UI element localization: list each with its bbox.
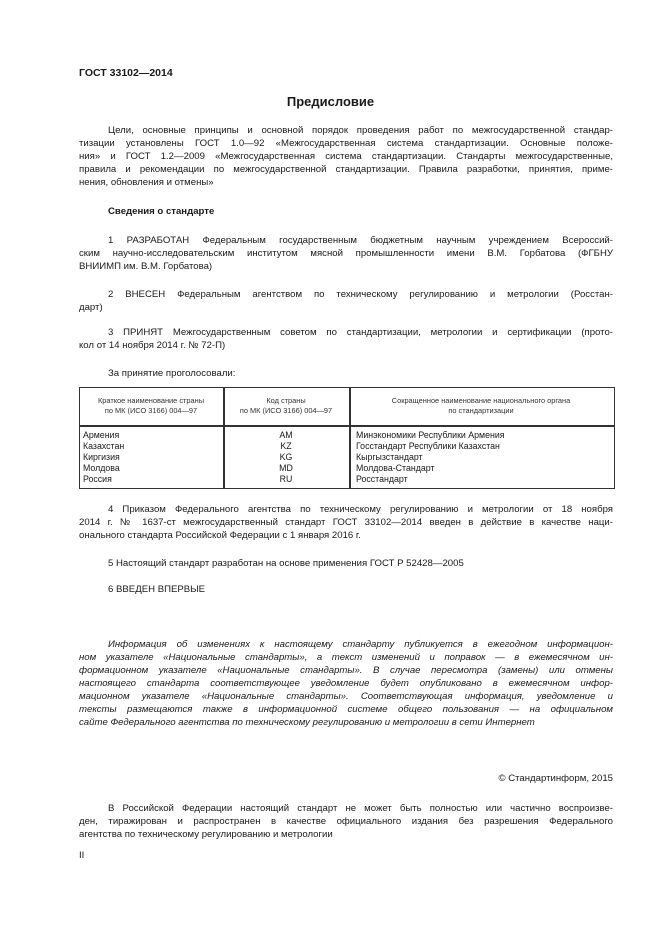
table-row: Киргизия	[83, 452, 120, 462]
page-number: II	[79, 850, 85, 861]
notice-line: тексты размещаются также в информационной системе общего пользования — на официальном	[79, 704, 613, 715]
table-row: RU	[279, 474, 293, 484]
table-row: Молдова-Стандарт	[356, 463, 435, 473]
intro-line: нения, обновления и отмены»	[79, 177, 214, 188]
page-title: Предисловие	[286, 94, 375, 109]
table-row: Армения	[83, 430, 120, 440]
country-column	[83, 430, 124, 485]
table-row: Молдова	[83, 463, 120, 473]
copyright: © Стандартинформ, 2015	[498, 773, 613, 784]
voted-label: За принятие проголосовали:	[108, 368, 236, 379]
table-row: Казахстан	[83, 441, 125, 451]
voting-table	[79, 387, 613, 487]
column-header-body: Сокращенное наименование национального органа по стандартизации	[391, 396, 571, 415]
item-line: кол от 14 ноября 2014 г. № 72-П)	[79, 340, 226, 351]
item-line: ВНИИМП им. В.М. Горбатова)	[79, 261, 213, 272]
table-row: MD	[279, 463, 293, 473]
item-line: 2014 г. № 1637-ст межгосударственный стандарт ГОСТ 33102—2014 введен в действие в качестве наци-	[79, 517, 613, 528]
intro-line: ния» и ГОСТ 1.2—2009 «Межгосударственная система стандартизации. Стандарты межгосударственные,	[79, 151, 613, 162]
item-line: ским научно-исследовательским институтом мясной промышленности имени В.М. Горбатова (ФГБНУ	[79, 248, 613, 259]
item-line: дарт)	[79, 302, 103, 313]
section-heading: Сведения о стандарте	[108, 206, 215, 217]
table-row: KZ	[280, 441, 292, 451]
reproduction-line: агентства по техническому регулированию и метрологии	[79, 829, 333, 840]
item-line: 1 РАЗРАБОТАН Федеральным государственным бюджетным научным учреждением Всероссий-	[108, 235, 613, 246]
notice-line: Информация об изменениях к настоящему стандарту публикуется в ежегодном информацион-	[108, 639, 613, 650]
item-line: 2 ВНЕСЕН Федеральным агентством по техническому регулированию и метрологии (Росстан-	[108, 289, 613, 300]
table-row: Кыргызстандарт	[356, 452, 423, 462]
notice-line: ном указателе «Национальные стандарты», а текст изменений и поправок — в ежемесячном ин-	[79, 652, 613, 663]
code-column	[223, 430, 349, 485]
table-row: AM	[279, 430, 293, 440]
table-row: Россия	[83, 474, 112, 484]
item-5: 5 Настоящий стандарт разработан на основе применения ГОСТ Р 52428—2005	[108, 558, 464, 569]
reproduction-line: В Российской Федерации настоящий стандарт не может быть полностью или частично воспроизве-	[108, 803, 613, 814]
notice-line: мационном указателе «Национальные стандарты». Соответствующая информация, уведомление и	[79, 691, 613, 702]
notice-line: формационном указателе «Национальные стандарты». В случае пересмотра (замены) или отмены	[79, 665, 613, 676]
item-line: онального стандарта Российской Федерации с 1 января 2016 г.	[79, 530, 361, 541]
intro-line: Цели, основные принципы и основной порядок проведения работ по межгосударственной стандар-	[108, 125, 613, 136]
column-header-code: Код страны по МК (ИСО 3166) 004—97	[239, 396, 333, 415]
table-row: Госстандарт Республики Казахстан	[356, 441, 500, 451]
intro-line: тизации установлены ГОСТ 1.0—92 «Межгосударственная система стандартизации. Основные положе-	[79, 138, 613, 149]
table-row: Росстандарт	[356, 474, 408, 484]
table-row: Минэкономики Республики Армения	[356, 430, 505, 440]
document-header: ГОСТ 33102—2014	[79, 67, 173, 79]
notice-line: сайте Федерального агентства по техническому регулированию и метрологии в сети Интернет	[79, 717, 535, 728]
item-6: 6 ВВЕДЕН ВПЕРВЫЕ	[108, 584, 206, 595]
reproduction-line: ден, тиражирован и распространен в качестве официального издания без разрешения Федерального	[79, 816, 613, 827]
notice-line: настоящего стандарта соответствующее уведомление будет опубликовано в ежемесячном инфор-	[79, 678, 613, 689]
column-header-country: Краткое наименование страны по МК (ИСО 3166) 004—97	[97, 396, 205, 415]
item-line: 4 Приказом Федерального агентства по техническому регулированию и метрологии от 18 ноября	[108, 504, 613, 515]
table-row: KG	[279, 452, 293, 462]
body-column	[356, 430, 505, 485]
item-line: 3 ПРИНЯТ Межгосударственным советом по стандартизации, метрологии и сертификации (прото-	[108, 327, 613, 338]
intro-line: правила и рекомендации по межгосударственной стандартизации. Правила разработки, принятия, приме-	[79, 164, 613, 175]
